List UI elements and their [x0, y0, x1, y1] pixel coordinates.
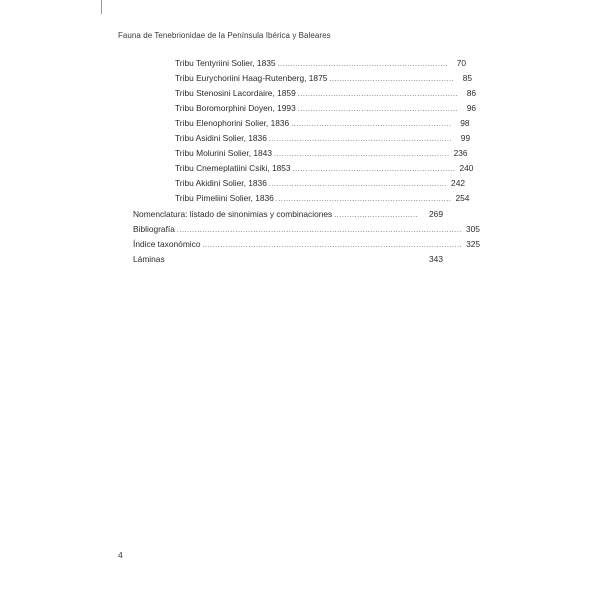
toc-leader-dots: ......................................................................	[268, 181, 448, 188]
toc-page-number: 70	[456, 58, 467, 68]
toc-leader-dots: ................................................................................................................	[176, 227, 462, 234]
toc-entry	[175, 87, 477, 99]
toc-entry-title: Tribu Pimeliini Solier, 1836	[175, 193, 274, 203]
toc-entry	[175, 102, 477, 114]
toc-entry-title: Tribu Cnemeplatiini Csiki, 1853	[175, 163, 291, 173]
toc-leader-dots: ...................................................................	[277, 61, 449, 68]
toc-leader-dots: ......................................................................................................	[202, 242, 463, 249]
toc-entry	[175, 192, 470, 204]
toc-page-number: 240	[459, 163, 474, 173]
toc-leader-dots: .................................	[334, 212, 419, 219]
page-number: 4	[118, 550, 123, 560]
toc-entry-title: Tribu Tentyriini Solier, 1835	[175, 58, 276, 68]
toc-entry	[175, 162, 474, 174]
toc-entry	[175, 147, 468, 159]
toc-leader-dots: ........................................................................	[268, 136, 453, 143]
toc-leader-dots: ...............................................................	[297, 91, 459, 98]
toc-entry	[175, 72, 473, 84]
toc-leader-dots: .....................................................................	[275, 196, 452, 203]
page-edge-mark	[101, 0, 102, 14]
toc-entry-title: Tribu Elenophorini Solier, 1836	[175, 118, 290, 128]
toc-entry-title: Bibliografía	[133, 224, 175, 234]
toc-entry	[133, 238, 481, 250]
toc-entry-title: Nomenclatura: listado de sinonimias y combinaciones	[133, 209, 333, 219]
toc-leader-dots: .....................................................................	[273, 151, 450, 158]
toc-entry	[133, 253, 443, 265]
toc-page-number: 86	[466, 88, 477, 98]
toc-entry-title: Índice taxonómico	[133, 239, 201, 249]
toc-entry	[175, 177, 466, 189]
toc-entry-title: Tribu Eurychoriini Haag-Rutenberg, 1875	[175, 73, 328, 83]
toc-page-number: 269	[429, 209, 443, 219]
toc-page-number: 96	[466, 103, 477, 113]
toc-entry	[175, 57, 467, 69]
toc-entry-title: Tribu Asidini Solier, 1836	[175, 133, 267, 143]
toc-entry-title: Tribu Molurini Solier, 1843	[175, 148, 272, 158]
toc-entry-title: Tribu Boromorphini Doyen, 1993	[175, 103, 296, 113]
toc-entry	[175, 117, 470, 129]
toc-page-number: 98	[460, 118, 470, 128]
toc-page-number: 242	[451, 178, 466, 188]
toc-leader-dots: ...............................................................	[297, 106, 459, 113]
toc-entry	[175, 132, 471, 144]
running-header: Fauna de Tenebrionidae de la Península Ibérica y Baleares	[118, 31, 331, 40]
toc-leader-dots: .................................................	[329, 76, 455, 83]
toc-leader-dots: ................................................................	[292, 166, 456, 173]
toc-page-number: 85	[462, 73, 473, 83]
toc-page-number: 305	[465, 224, 480, 234]
toc-page-number: 343	[429, 254, 443, 264]
toc-entry-title: Láminas	[133, 254, 165, 264]
toc-leader-dots: ...............................................................	[291, 121, 452, 128]
toc-page-number: 325	[466, 239, 481, 249]
toc-entry-title: Tribu Akidini Solier, 1836	[175, 178, 267, 188]
toc-page-number: 99	[460, 133, 471, 143]
toc-entry	[133, 208, 443, 220]
toc-entry	[133, 223, 480, 235]
toc-page-number: 254	[455, 193, 470, 203]
toc-page-number: 236	[453, 148, 468, 158]
toc-entry-title: Tribu Stenosini Lacordaire, 1859	[175, 88, 296, 98]
